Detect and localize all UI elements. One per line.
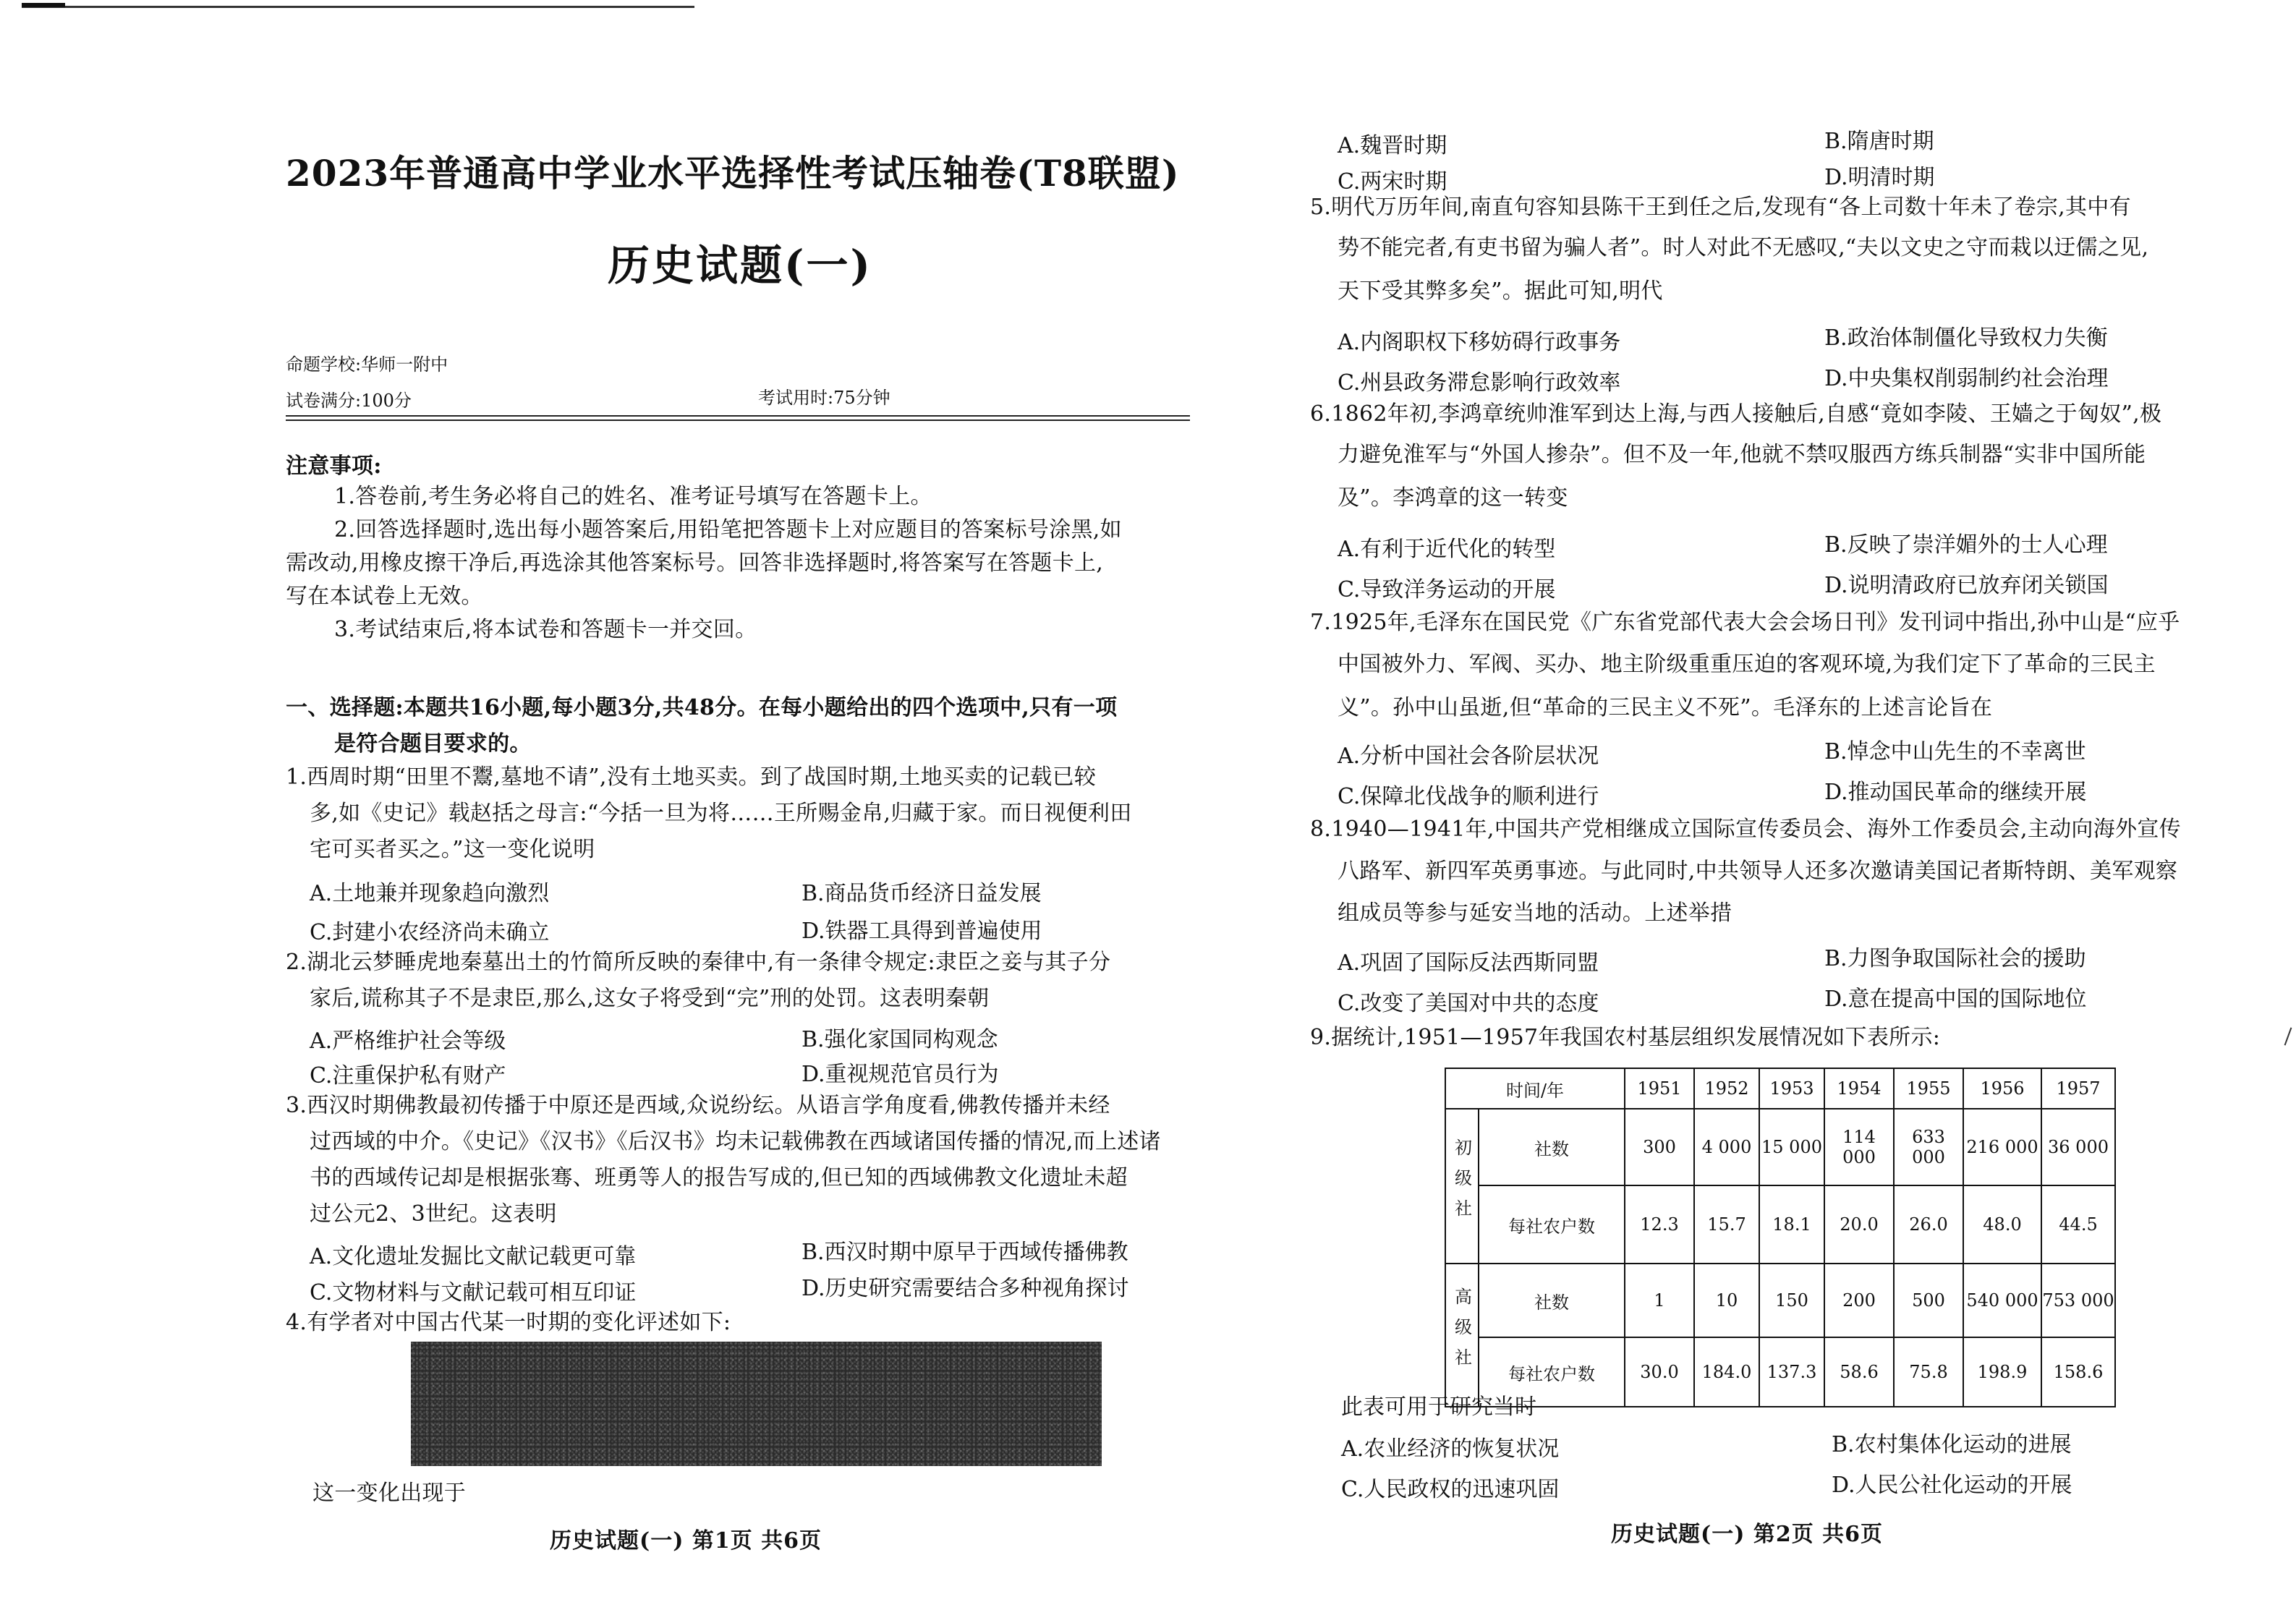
exam-title: 2023年普通高中学业水平选择性考试压轴卷(T8联盟) — [286, 152, 1180, 195]
table-cell: 20.0 — [1824, 1185, 1894, 1264]
notes-heading: 注意事项: — [286, 453, 382, 479]
question-line: 义”。孙中山虽逝,但“革命的三民主义不死”。毛泽东的上述言论旨在 — [1338, 695, 1993, 720]
table-cell: 137.3 — [1759, 1337, 1824, 1407]
table-cell: 10 — [1694, 1264, 1759, 1337]
table-row — [1445, 1185, 2115, 1264]
question-line: 2.湖北云梦睡虎地秦墓出土的竹简所反映的秦律中,有一条律令规定:隶臣之妾与其子分 — [286, 950, 1111, 975]
question-line: 多,如《史记》载赵括之母言:“今括一旦为将……王所赐金帛,归藏于家。而日视便利田 — [310, 801, 1132, 826]
exam-subtitle: 历史试题(一) — [608, 241, 872, 290]
question-line: 这一变化出现于 — [312, 1481, 467, 1506]
table-cell: 44.5 — [2041, 1185, 2115, 1264]
question-line: 7.1925年,毛泽东在国民党《广东省党部代表大会会场日刊》发刊词中指出,孙中山是“应乎 — [1310, 610, 2180, 635]
table-year: 1957 — [2041, 1068, 2115, 1109]
table-group-label — [1445, 1264, 1479, 1407]
table-header-label: 时间/年 — [1445, 1068, 1625, 1109]
option-c: C.改变了美国对中共的态度 — [1338, 991, 1599, 1016]
scan-edge-line — [22, 6, 694, 8]
full-score-label: 试卷满分:100分 — [286, 391, 412, 411]
group-label-text: 高级社 — [1451, 1287, 1472, 1379]
table-cell: 200 — [1824, 1264, 1894, 1337]
question-line: 势不能完者,有吏书留为骗人者”。时人对此不无感叹,“夫以文史之守而栽以迂儒之见, — [1338, 235, 2149, 260]
option-c: C.两宋时期 — [1338, 169, 1447, 195]
question-line: 此表可用于研究当时 — [1341, 1394, 1536, 1420]
table-row — [1445, 1264, 2115, 1337]
option-d: D.明清时期 — [1824, 165, 1935, 190]
table-year: 1951 — [1625, 1068, 1694, 1109]
table-cell: 216 000 — [1963, 1109, 2041, 1185]
table-cell: 500 — [1894, 1264, 1963, 1337]
table-cell: 58.6 — [1824, 1337, 1894, 1407]
table-cell: 12.3 — [1625, 1185, 1694, 1264]
note-line: 3.考试结束后,将本试卷和答题卡一并交回。 — [334, 617, 757, 642]
table-row-label: 社数 — [1479, 1264, 1625, 1337]
table-cell: 26.0 — [1894, 1185, 1963, 1264]
option-d: D.重视规范官员行为 — [802, 1062, 999, 1087]
option-b: B.强化家国同构观念 — [802, 1027, 998, 1052]
question-line: 八路军、新四军英勇事迹。与此同时,中共领导人还多次邀请美国记者斯特朗、美军观察 — [1338, 859, 2178, 884]
table-cell: 1 — [1625, 1264, 1694, 1337]
table-cell: 114 000 — [1824, 1109, 1894, 1185]
table-cell: 198.9 — [1963, 1337, 2041, 1407]
question-line: 6.1862年初,李鸿章统帅淮军到达上海,与西人接触后,自感“竟如李陵、王嫱之于匈奴”,极 — [1310, 401, 2162, 427]
table-cell: 633 000 — [1894, 1109, 1963, 1185]
question-line: 宅可买者买之。”这一变化说明 — [310, 837, 595, 862]
question-line: 5.明代万历年间,南直句容知县陈干王到任之后,发现有“各上司数十年未了卷宗,其中有 — [1310, 195, 2131, 220]
table-row-label: 每社农户数 — [1479, 1337, 1625, 1407]
question-line: 8.1940—1941年,中国共产党相继成立国际宣传委员会、海外工作委员会,主动向海外宣传 — [1310, 817, 2181, 842]
scan-edge-mark — [22, 3, 65, 7]
group-label-text: 初级社 — [1451, 1138, 1472, 1230]
section-heading: 一、选择题:本题共16小题,每小题3分,共48分。在每小题给出的四个选项中,只有一项 — [286, 695, 1118, 720]
option-b: B.商品货币经济日益发展 — [802, 881, 1042, 906]
option-b: B.悼念中山先生的不幸离世 — [1824, 739, 2086, 764]
question-line: 中国被外力、军阀、买办、地主阶级重重压迫的客观环境,为我们定下了革命的三民主 — [1338, 652, 2156, 677]
table-cell: 75.8 — [1894, 1337, 1963, 1407]
option-d: D.推动国民革命的继续开展 — [1824, 780, 2087, 805]
table-group-label — [1445, 1109, 1479, 1264]
question-line: 天下受其弊多矣”。据此可知,明代 — [1338, 278, 1663, 304]
question-line: 过公元2、3世纪。这表明 — [310, 1201, 557, 1227]
redacted-quote-image — [411, 1342, 1102, 1466]
option-b: B.力图争取国际社会的援助 — [1824, 946, 2086, 971]
note-line: 需改动,用橡皮擦干净后,再选涂其他答案标号。回答非选择题时,将答案写在答题卡上, — [286, 550, 1104, 576]
table-year: 1953 — [1759, 1068, 1824, 1109]
option-c: C.人民政权的迅速巩固 — [1341, 1477, 1560, 1502]
table-row — [1445, 1337, 2115, 1407]
option-b: B.农村集体化运动的进展 — [1832, 1432, 2072, 1457]
option-c: C.封建小农经济尚未确立 — [310, 920, 550, 945]
table-cell: 540 000 — [1963, 1264, 2041, 1337]
question-line: 及”。李鸿章的这一转变 — [1338, 485, 1568, 511]
option-d: D.历史研究需要结合多种视角探讨 — [802, 1276, 1129, 1301]
table-cell: 30.0 — [1625, 1337, 1694, 1407]
note-line: 写在本试卷上无效。 — [286, 584, 483, 609]
option-b: B.反映了崇洋媚外的士人心理 — [1824, 532, 2108, 558]
table-cell: 184.0 — [1694, 1337, 1759, 1407]
option-a: A.严格维护社会等级 — [310, 1028, 506, 1054]
section-heading: 是符合题目要求的。 — [334, 731, 532, 757]
option-c: C.州县政务滞怠影响行政效率 — [1338, 370, 1621, 396]
school-label: 命题学校:华师一附中 — [286, 354, 448, 375]
table-row-label: 社数 — [1479, 1109, 1625, 1185]
question-line: 3.西汉时期佛教最初传播于中原还是西域,众说纷纭。从语言学角度看,佛教传播并未经 — [286, 1093, 1110, 1118]
scan-edge-mark — [2284, 1027, 2292, 1045]
table-cell: 753 000 — [2041, 1264, 2115, 1337]
option-a: A.农业经济的恢复状况 — [1341, 1436, 1560, 1462]
question-line: 书的西域传记却是根据张骞、班勇等人的报告写成的,但已知的西域佛教文化遗址未超 — [310, 1165, 1128, 1190]
question-line: 过西域的中介。《史记》《汉书》《后汉书》均未记载佛教在西域诸国传播的情况,而上述诸 — [310, 1129, 1161, 1154]
option-c: C.导致洋务运动的开展 — [1338, 577, 1556, 602]
header-rule — [286, 415, 1190, 417]
option-b: B.西汉时期中原早于西域传播佛教 — [802, 1240, 1128, 1265]
option-a: A.土地兼并现象趋向激烈 — [310, 881, 550, 906]
table-year: 1952 — [1694, 1068, 1759, 1109]
question-line: 4.有学者对中国古代某一时期的变化评述如下: — [286, 1310, 731, 1335]
option-d: D.中央集权削弱制约社会治理 — [1824, 366, 2109, 391]
question-line: 组成员等参与延安当地的活动。上述举措 — [1338, 900, 1732, 926]
option-a: A.内阁职权下移妨碍行政事务 — [1338, 330, 1621, 355]
header-rule-2 — [286, 419, 1190, 421]
note-line: 1.答卷前,考生务必将自己的姓名、准考证号填写在答题卡上。 — [334, 484, 932, 509]
table-cell: 4 000 — [1694, 1109, 1759, 1185]
table-cell: 158.6 — [2041, 1337, 2115, 1407]
table-cell: 150 — [1759, 1264, 1824, 1337]
option-a: A.文化遗址发掘比文献记载更可靠 — [310, 1244, 637, 1269]
option-a: A.分析中国社会各阶层状况 — [1338, 744, 1599, 769]
option-c: C.文物材料与文献记载可相互印证 — [310, 1280, 637, 1305]
option-a: A.有利于近代化的转型 — [1338, 537, 1556, 562]
option-d: D.铁器工具得到普遍使用 — [802, 919, 1042, 944]
question-line: 1.西周时期“田里不鬻,墓地不请”,没有土地买卖。到了战国时期,土地买卖的记载已较 — [286, 764, 1097, 790]
table-cell: 300 — [1625, 1109, 1694, 1185]
question-line: 9.据统计,1951—1957年我国农村基层组织发展情况如下表所示: — [1310, 1025, 1941, 1050]
table-cell: 15.7 — [1694, 1185, 1759, 1264]
table-cell: 36 000 — [2041, 1109, 2115, 1185]
table-row — [1445, 1109, 2115, 1185]
table-cell: 15 000 — [1759, 1109, 1824, 1185]
statistics-table — [1445, 1068, 2116, 1407]
option-d: D.说明清政府已放弃闭关锁国 — [1824, 573, 2109, 598]
question-line: 家后,谎称其子不是隶臣,那么,这女子将受到“完”刑的处罚。这表明秦朝 — [310, 986, 990, 1011]
option-d: D.意在提高中国的国际地位 — [1824, 987, 2087, 1012]
option-b: B.政治体制僵化导致权力失衡 — [1824, 325, 2108, 351]
table-year: 1956 — [1963, 1068, 2041, 1109]
option-c: C.保障北伐战争的顺利进行 — [1338, 784, 1599, 809]
page-footer: 历史试题(一) 第1页 共6页 — [550, 1528, 822, 1554]
page-footer: 历史试题(一) 第2页 共6页 — [1611, 1522, 1884, 1547]
table-row-label: 每社农户数 — [1479, 1185, 1625, 1264]
option-a: A.魏晋时期 — [1338, 133, 1447, 158]
table-year: 1955 — [1894, 1068, 1963, 1109]
option-d: D.人民公社化运动的开展 — [1832, 1473, 2072, 1498]
option-a: A.巩固了国际反法西斯同盟 — [1338, 950, 1599, 976]
table-year: 1954 — [1824, 1068, 1894, 1109]
table-cell: 48.0 — [1963, 1185, 2041, 1264]
table-cell: 18.1 — [1759, 1185, 1824, 1264]
option-b: B.隋唐时期 — [1824, 129, 1934, 154]
note-line: 2.回答选择题时,选出每小题答案后,用铅笔把答题卡上对应题目的答案标号涂黑,如 — [334, 517, 1122, 542]
question-line: 力避免淮军与“外国人掺杂”。但不及一年,他就不禁叹服西方练兵制器“实非中国所能 — [1338, 442, 2146, 467]
option-c: C.注重保护私有财产 — [310, 1063, 506, 1089]
exam-time-label: 考试用时:75分钟 — [758, 388, 890, 408]
